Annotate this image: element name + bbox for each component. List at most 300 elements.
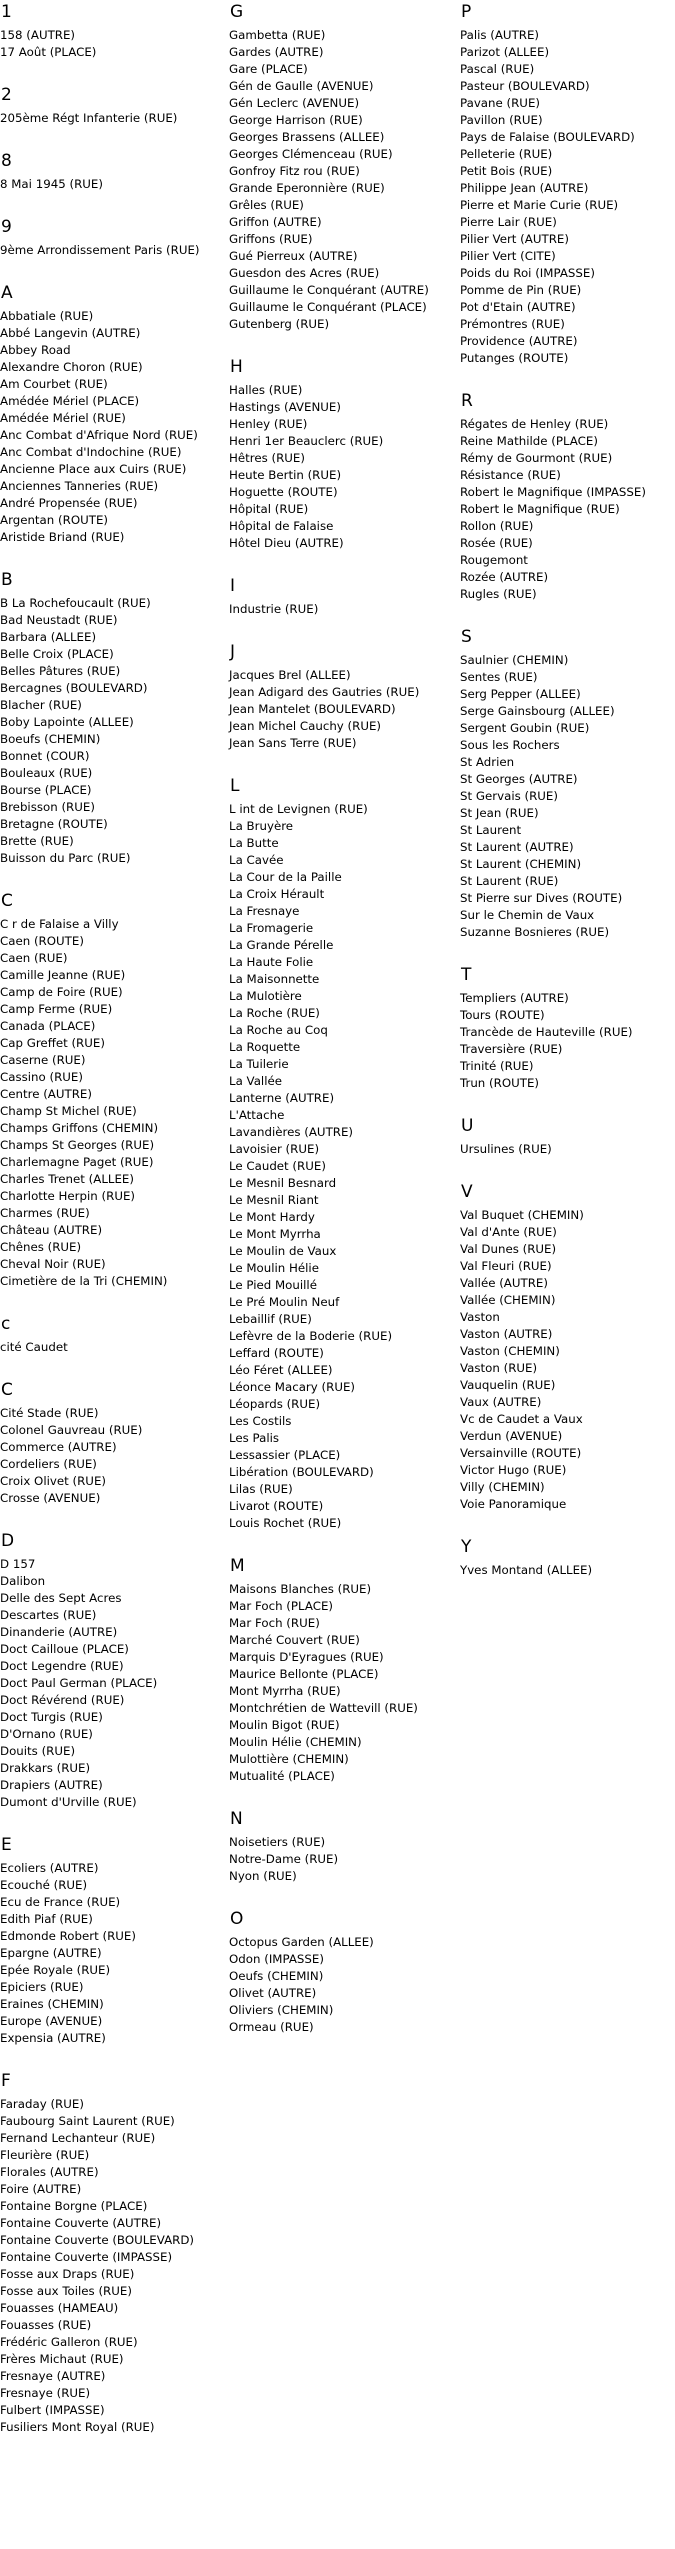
street-link[interactable]: Livarot (ROUTE) bbox=[229, 1499, 324, 1513]
street-link[interactable]: Mulottière (CHEMIN) bbox=[229, 1752, 349, 1766]
street-link[interactable]: Fontaine Couverte (IMPASSE) bbox=[0, 2250, 173, 2264]
street-link[interactable]: Cassino (RUE) bbox=[0, 1070, 83, 1084]
street-link[interactable]: Pierre et Marie Curie (RUE) bbox=[460, 198, 619, 212]
street-link[interactable]: Douits (RUE) bbox=[0, 1744, 76, 1758]
street-link[interactable]: Vaston (AUTRE) bbox=[460, 1327, 553, 1341]
street-link[interactable]: Fontaine Couverte (AUTRE) bbox=[0, 2216, 162, 2230]
section-letter-heading: C bbox=[1, 1380, 13, 1400]
street-link[interactable]: Champ St Michel (RUE) bbox=[0, 1104, 137, 1118]
street-link[interactable]: Camp Ferme (RUE) bbox=[0, 1002, 113, 1016]
street-link[interactable]: Dumont d'Urville (RUE) bbox=[0, 1795, 137, 1809]
street-link[interactable]: Abbey Road bbox=[0, 343, 71, 357]
street-link[interactable]: Marché Couvert (RUE) bbox=[229, 1633, 360, 1647]
street-link[interactable]: Prémontres (RUE) bbox=[460, 317, 565, 331]
street-link[interactable]: Traversière (RUE) bbox=[460, 1042, 563, 1056]
street-link[interactable]: Fulbert (IMPASSE) bbox=[0, 2403, 105, 2417]
street-link[interactable]: Gonfroy Fitz rou (RUE) bbox=[229, 164, 360, 178]
street-link[interactable]: Belles Pâtures (RUE) bbox=[0, 664, 121, 678]
street-link[interactable]: Val Dunes (RUE) bbox=[460, 1242, 557, 1256]
street-link[interactable]: Bad Neustadt (RUE) bbox=[0, 613, 118, 627]
street-link[interactable]: Gardes (AUTRE) bbox=[229, 45, 324, 59]
street-link[interactable]: La Mulotière bbox=[229, 989, 302, 1003]
street-link[interactable]: Ecoliers (AUTRE) bbox=[0, 1861, 99, 1875]
street-link[interactable]: Régates de Henley (RUE) bbox=[460, 417, 609, 431]
street-link[interactable]: Fontaine Borgne (PLACE) bbox=[0, 2199, 148, 2213]
street-link[interactable]: Henri 1er Beauclerc (RUE) bbox=[229, 434, 384, 448]
street-link[interactable]: Charlemagne Paget (RUE) bbox=[0, 1155, 154, 1169]
street-link[interactable]: Verdun (AVENUE) bbox=[460, 1429, 563, 1443]
street-link[interactable]: Caen (RUE) bbox=[0, 951, 68, 965]
street-link[interactable]: Cheval Noir (RUE) bbox=[0, 1257, 106, 1271]
street-link[interactable]: Résistance (RUE) bbox=[460, 468, 561, 482]
street-link[interactable]: Serg Pepper (ALLEE) bbox=[460, 687, 581, 701]
street-link[interactable]: Gutenberg (RUE) bbox=[229, 317, 330, 331]
street-link[interactable]: Fresnaye (RUE) bbox=[0, 2386, 91, 2400]
street-link[interactable]: Frères Michaut (RUE) bbox=[0, 2352, 124, 2366]
street-link[interactable]: Lavoisier (RUE) bbox=[229, 1142, 320, 1156]
street-link[interactable]: Fleurière (RUE) bbox=[0, 2148, 90, 2162]
section-letter-heading: P bbox=[461, 2, 472, 22]
street-link[interactable]: Charmes (RUE) bbox=[0, 1206, 90, 1220]
street-link[interactable]: Champs Griffons (CHEMIN) bbox=[0, 1121, 159, 1135]
section-letter-heading: N bbox=[230, 1809, 243, 1829]
street-link[interactable]: Doct Legendre (RUE) bbox=[0, 1659, 124, 1673]
street-link[interactable]: Vaston (RUE) bbox=[460, 1361, 538, 1375]
street-link[interactable]: Trun (ROUTE) bbox=[460, 1076, 540, 1090]
street-link[interactable]: D 157 bbox=[0, 1557, 36, 1571]
street-link[interactable]: Ormeau (RUE) bbox=[229, 2020, 314, 2034]
street-link[interactable]: Vallée (AUTRE) bbox=[460, 1276, 548, 1290]
street-link[interactable]: L'Attache bbox=[229, 1108, 285, 1122]
street-link[interactable]: Leffard (ROUTE) bbox=[229, 1346, 324, 1360]
street-link[interactable]: Jean Michel Cauchy (RUE) bbox=[229, 719, 382, 733]
street-link[interactable]: Vaux (AUTRE) bbox=[460, 1395, 542, 1409]
street-link[interactable]: Rollon (RUE) bbox=[460, 519, 534, 533]
street-link[interactable]: Villy (CHEMIN) bbox=[460, 1480, 545, 1494]
street-link[interactable]: Rosée (RUE) bbox=[460, 536, 533, 550]
street-link[interactable]: Trancède de Hauteville (RUE) bbox=[460, 1025, 633, 1039]
street-link[interactable]: St Laurent bbox=[460, 823, 522, 837]
street-link[interactable]: Doct Révérend (RUE) bbox=[0, 1693, 125, 1707]
street-link[interactable]: Hastings (AVENUE) bbox=[229, 400, 341, 414]
street-link[interactable]: Alexandre Choron (RUE) bbox=[0, 360, 143, 374]
street-link[interactable]: Le Pré Moulin Neuf bbox=[229, 1295, 340, 1309]
street-column-1 bbox=[0, 0, 229, 2458]
street-link[interactable]: Sur le Chemin de Vaux bbox=[460, 908, 595, 922]
street-link[interactable]: Le Mesnil Besnard bbox=[229, 1176, 337, 1190]
street-link[interactable]: Fresnaye (AUTRE) bbox=[0, 2369, 106, 2383]
street-link[interactable]: Gare (PLACE) bbox=[229, 62, 308, 76]
street-link[interactable]: La Cavée bbox=[229, 853, 284, 867]
street-link[interactable]: Suzanne Bosnieres (RUE) bbox=[460, 925, 610, 939]
street-link[interactable]: Yves Montand (ALLEE) bbox=[460, 1563, 593, 1577]
street-link[interactable]: Hêtres (RUE) bbox=[229, 451, 305, 465]
street-link[interactable]: Voie Panoramique bbox=[460, 1497, 567, 1511]
street-link[interactable]: Lebaillif (RUE) bbox=[229, 1312, 312, 1326]
street-link[interactable]: Caen (ROUTE) bbox=[0, 934, 84, 948]
street-link[interactable]: Faraday (RUE) bbox=[0, 2097, 84, 2111]
street-link[interactable]: Le Mesnil Riant bbox=[229, 1193, 319, 1207]
section-letter-heading: Y bbox=[461, 1537, 472, 1557]
street-link[interactable]: Pascal (RUE) bbox=[460, 62, 535, 76]
street-link[interactable]: St Laurent (AUTRE) bbox=[460, 840, 574, 854]
street-link[interactable]: Léonce Macary (RUE) bbox=[229, 1380, 356, 1394]
street-link[interactable]: Val Fleuri (RUE) bbox=[460, 1259, 552, 1273]
street-link[interactable]: Fusiliers Mont Royal (RUE) bbox=[0, 2420, 155, 2434]
street-link[interactable]: Cordeliers (RUE) bbox=[0, 1457, 97, 1471]
street-link[interactable]: Faubourg Saint Laurent (RUE) bbox=[0, 2114, 175, 2128]
street-link[interactable]: Pavillon (RUE) bbox=[460, 113, 543, 127]
letter-section bbox=[0, 281, 229, 546]
street-link[interactable]: Descartes (RUE) bbox=[0, 1608, 97, 1622]
street-link[interactable]: Sentes (RUE) bbox=[460, 670, 538, 684]
street-link[interactable]: Le Pied Mouillé bbox=[229, 1278, 317, 1292]
street-link[interactable]: Tours (ROUTE) bbox=[460, 1008, 545, 1022]
street-link[interactable]: Cap Greffet (RUE) bbox=[0, 1036, 105, 1050]
street-link[interactable]: Le Moulin de Vaux bbox=[229, 1244, 337, 1258]
street-link[interactable]: Bonnet (COUR) bbox=[0, 749, 90, 763]
street-link[interactable]: Val d'Ante (RUE) bbox=[460, 1225, 557, 1239]
street-link[interactable]: Centre (AUTRE) bbox=[0, 1087, 92, 1101]
street-link[interactable]: Doct Paul German (PLACE) bbox=[0, 1676, 158, 1690]
letter-section bbox=[0, 83, 229, 127]
street-link[interactable]: Anc Combat d'Afrique Nord (RUE) bbox=[0, 428, 198, 442]
street-link[interactable]: Pilier Vert (AUTRE) bbox=[460, 232, 569, 246]
street-link[interactable]: Henley (RUE) bbox=[229, 417, 308, 431]
street-link[interactable]: Les Costils bbox=[229, 1414, 292, 1428]
street-link[interactable]: Victor Hugo (RUE) bbox=[460, 1463, 567, 1477]
street-link[interactable]: Bercagnes (BOULEVARD) bbox=[0, 681, 148, 695]
street-link[interactable]: Lilas (RUE) bbox=[229, 1482, 293, 1496]
street-link[interactable]: Buisson du Parc (RUE) bbox=[0, 851, 131, 865]
street-link[interactable]: Vallée (CHEMIN) bbox=[460, 1293, 556, 1307]
street-link[interactable]: Libération (BOULEVARD) bbox=[229, 1465, 374, 1479]
street-link[interactable]: St Pierre sur Dives (ROUTE) bbox=[460, 891, 623, 905]
street-link[interactable]: Charlotte Herpin (RUE) bbox=[0, 1189, 136, 1203]
street-link[interactable]: Foire (AUTRE) bbox=[0, 2182, 82, 2196]
street-link[interactable]: Edith Piaf (RUE) bbox=[0, 1912, 93, 1926]
street-link[interactable]: Les Palis bbox=[229, 1431, 280, 1445]
street-link[interactable]: cité Caudet bbox=[0, 1340, 68, 1354]
street-link[interactable]: Griffons (RUE) bbox=[229, 232, 313, 246]
street-link[interactable]: St Adrien bbox=[460, 755, 515, 769]
street-link[interactable]: Crosse (AVENUE) bbox=[0, 1491, 101, 1505]
street-link[interactable]: Jacques Brel (ALLEE) bbox=[229, 668, 351, 682]
street-link[interactable]: Barbara (ALLEE) bbox=[0, 630, 97, 644]
street-link[interactable]: George Harrison (RUE) bbox=[229, 113, 363, 127]
street-link[interactable]: Doct Turgis (RUE) bbox=[0, 1710, 103, 1724]
street-link[interactable]: Château (AUTRE) bbox=[0, 1223, 103, 1237]
street-link[interactable]: Frédéric Galleron (RUE) bbox=[0, 2335, 138, 2349]
street-link[interactable]: Pasteur (BOULEVARD) bbox=[460, 79, 590, 93]
street-link[interactable]: Eraines (CHEMIN) bbox=[0, 1997, 104, 2011]
street-link[interactable]: Lavandières (AUTRE) bbox=[229, 1125, 354, 1139]
street-link[interactable]: Léopards (RUE) bbox=[229, 1397, 321, 1411]
section-letter-heading: O bbox=[230, 1909, 244, 1929]
street-link[interactable]: Olivet (AUTRE) bbox=[229, 1986, 317, 2000]
street-link[interactable]: Argentan (ROUTE) bbox=[0, 513, 108, 527]
street-link[interactable]: Champs St Georges (RUE) bbox=[0, 1138, 155, 1152]
street-link[interactable]: Bretagne (ROUTE) bbox=[0, 817, 108, 831]
street-link[interactable]: Maurice Bellonte (PLACE) bbox=[229, 1667, 379, 1681]
street-link[interactable]: Amédée Mériel (RUE) bbox=[0, 411, 126, 425]
street-link[interactable]: Sergent Goubin (RUE) bbox=[460, 721, 590, 735]
street-link[interactable]: Le Caudet (RUE) bbox=[229, 1159, 326, 1173]
section-letter-heading: T bbox=[461, 965, 472, 985]
street-link[interactable]: Blacher (RUE) bbox=[0, 698, 82, 712]
street-link[interactable]: La Fresnaye bbox=[229, 904, 300, 918]
street-link[interactable]: La Haute Folie bbox=[229, 955, 314, 969]
street-link[interactable]: Gué Pierreux (AUTRE) bbox=[229, 249, 358, 263]
street-link[interactable]: Le Mont Hardy bbox=[229, 1210, 315, 1224]
street-link[interactable]: Fosse aux Toiles (RUE) bbox=[0, 2284, 132, 2298]
street-link[interactable]: Epée Royale (RUE) bbox=[0, 1963, 111, 1977]
street-link[interactable]: Anciennes Tanneries (RUE) bbox=[0, 479, 159, 493]
street-link[interactable]: Am Courbet (RUE) bbox=[0, 377, 108, 391]
street-link[interactable]: Europe (AVENUE) bbox=[0, 2014, 103, 2028]
street-link[interactable]: Guesdon des Acres (RUE) bbox=[229, 266, 380, 280]
street-link[interactable]: Reine Mathilde (PLACE) bbox=[460, 434, 598, 448]
street-link[interactable]: Fernand Lechanteur (RUE) bbox=[0, 2131, 156, 2145]
street-link[interactable]: La Bruyère bbox=[229, 819, 294, 833]
street-link[interactable]: La Roche (RUE) bbox=[229, 1006, 320, 1020]
street-link[interactable]: Chênes (RUE) bbox=[0, 1240, 82, 1254]
letter-section bbox=[460, 0, 675, 367]
street-link[interactable]: Abbé Langevin (AUTRE) bbox=[0, 326, 141, 340]
street-link[interactable]: D'Ornano (RUE) bbox=[0, 1727, 93, 1741]
street-link[interactable]: Poids du Roi (IMPASSE) bbox=[460, 266, 595, 280]
section-letter-heading: A bbox=[1, 283, 13, 303]
street-link[interactable]: Petit Bois (RUE) bbox=[460, 164, 553, 178]
street-link[interactable]: Octopus Garden (ALLEE) bbox=[229, 1935, 374, 1949]
street-link[interactable]: Brebisson (RUE) bbox=[0, 800, 95, 814]
section-letter-heading: J bbox=[230, 642, 236, 662]
street-link[interactable]: Abbatiale (RUE) bbox=[0, 309, 94, 323]
street-link[interactable]: St Georges (AUTRE) bbox=[460, 772, 578, 786]
street-link[interactable]: Charles Trenet (ALLEE) bbox=[0, 1172, 134, 1186]
street-link[interactable]: Aristide Briand (RUE) bbox=[0, 530, 125, 544]
street-link[interactable]: Heute Bertin (RUE) bbox=[229, 468, 342, 482]
street-link[interactable]: Jean Adigard des Gautries (RUE) bbox=[229, 685, 420, 699]
street-link[interactable]: L int de Levignen (RUE) bbox=[229, 802, 368, 816]
street-link[interactable]: 205ème Régt Infanterie (RUE) bbox=[0, 111, 178, 125]
street-link[interactable]: Jean Mantelet (BOULEVARD) bbox=[229, 702, 396, 716]
street-link[interactable]: Pelleterie (RUE) bbox=[460, 147, 553, 161]
street-link[interactable]: Val Buquet (CHEMIN) bbox=[460, 1208, 584, 1222]
street-link[interactable]: Anc Combat d'Indochine (RUE) bbox=[0, 445, 182, 459]
street-link[interactable]: Hôpital (RUE) bbox=[229, 502, 309, 516]
street-link[interactable]: Rémy de Gourmont (RUE) bbox=[460, 451, 613, 465]
street-link[interactable]: Mutualité (PLACE) bbox=[229, 1769, 335, 1783]
street-link[interactable]: Caserne (RUE) bbox=[0, 1053, 86, 1067]
street-link[interactable]: Ursulines (RUE) bbox=[460, 1142, 552, 1156]
street-link[interactable]: Drakkars (RUE) bbox=[0, 1761, 91, 1775]
street-link[interactable]: Pilier Vert (CITE) bbox=[460, 249, 556, 263]
street-link[interactable]: Rugles (RUE) bbox=[460, 587, 537, 601]
street-link[interactable]: Guillaume le Conquérant (AUTRE) bbox=[229, 283, 429, 297]
street-link[interactable]: Odon (IMPASSE) bbox=[229, 1952, 324, 1966]
street-link[interactable]: Moulin Bigot (RUE) bbox=[229, 1718, 340, 1732]
street-link[interactable]: Edmonde Robert (RUE) bbox=[0, 1929, 136, 1943]
street-link[interactable]: La Vallée bbox=[229, 1074, 283, 1088]
street-link[interactable]: Lefèvre de la Boderie (RUE) bbox=[229, 1329, 393, 1343]
street-link[interactable]: Amédée Mériel (PLACE) bbox=[0, 394, 140, 408]
street-link[interactable]: Boeufs (CHEMIN) bbox=[0, 732, 101, 746]
street-link[interactable]: Hoguette (ROUTE) bbox=[229, 485, 338, 499]
street-link[interactable]: Belle Croix (PLACE) bbox=[0, 647, 114, 661]
street-link[interactable]: Mar Foch (RUE) bbox=[229, 1616, 320, 1630]
street-link[interactable]: Halles (RUE) bbox=[229, 383, 303, 397]
street-link[interactable]: 8 Mai 1945 (RUE) bbox=[0, 177, 103, 191]
street-link[interactable]: Mont Myrrha (RUE) bbox=[229, 1684, 341, 1698]
letter-section bbox=[460, 1114, 675, 1158]
street-link[interactable]: Georges Brassens (ALLEE) bbox=[229, 130, 385, 144]
street-link[interactable]: Bouleaux (RUE) bbox=[0, 766, 93, 780]
street-link[interactable]: Oliviers (CHEMIN) bbox=[229, 2003, 334, 2017]
street-link[interactable]: Epargne (AUTRE) bbox=[0, 1946, 102, 1960]
street-link[interactable]: Expensia (AUTRE) bbox=[0, 2031, 106, 2045]
street-link[interactable]: Gambetta (RUE) bbox=[229, 28, 326, 42]
street-link[interactable]: Robert le Magnifique (IMPASSE) bbox=[460, 485, 646, 499]
street-link[interactable]: Guillaume le Conquérant (PLACE) bbox=[229, 300, 427, 314]
street-link[interactable]: La Cour de la Paille bbox=[229, 870, 342, 884]
street-link[interactable]: Fontaine Couverte (BOULEVARD) bbox=[0, 2233, 195, 2247]
street-link[interactable]: Delle des Sept Acres bbox=[0, 1591, 122, 1605]
street-link[interactable]: Notre-Dame (RUE) bbox=[229, 1852, 339, 1866]
street-link[interactable]: 158 (AUTRE) bbox=[0, 28, 76, 42]
street-link[interactable]: Drapiers (AUTRE) bbox=[0, 1778, 103, 1792]
street-link[interactable]: Gén de Gaulle (AVENUE) bbox=[229, 79, 374, 93]
street-link[interactable]: Grêles (RUE) bbox=[229, 198, 304, 212]
street-link[interactable]: Bourse (PLACE) bbox=[0, 783, 92, 797]
street-link[interactable]: Robert le Magnifique (RUE) bbox=[460, 502, 620, 516]
street-link[interactable]: St Jean (RUE) bbox=[460, 806, 539, 820]
street-link[interactable]: La Grande Pérelle bbox=[229, 938, 334, 952]
street-link[interactable]: Pot d'Etain (AUTRE) bbox=[460, 300, 576, 314]
street-link[interactable]: Georges Clémenceau (RUE) bbox=[229, 147, 393, 161]
street-link[interactable]: Ecu de France (RUE) bbox=[0, 1895, 121, 1909]
street-link[interactable]: Palis (AUTRE) bbox=[460, 28, 540, 42]
street-link[interactable]: Montchrétien de Wattevill (RUE) bbox=[229, 1701, 418, 1715]
street-link[interactable]: La Tuilerie bbox=[229, 1057, 289, 1071]
street-link[interactable]: Ancienne Place aux Cuirs (RUE) bbox=[0, 462, 187, 476]
street-link[interactable]: C r de Falaise a Villy bbox=[0, 917, 119, 931]
street-link[interactable]: Trinité (RUE) bbox=[460, 1059, 534, 1073]
street-link[interactable]: Versainville (ROUTE) bbox=[460, 1446, 582, 1460]
street-link[interactable]: Camp de Foire (RUE) bbox=[0, 985, 123, 999]
street-link[interactable]: Lessassier (PLACE) bbox=[229, 1448, 341, 1462]
street-link[interactable]: St Gervais (RUE) bbox=[460, 789, 558, 803]
letter-section bbox=[229, 774, 460, 1532]
street-link[interactable]: Ecouché (RUE) bbox=[0, 1878, 88, 1892]
street-link[interactable]: Commerce (AUTRE) bbox=[0, 1440, 117, 1454]
street-link[interactable]: Vaston bbox=[460, 1310, 500, 1324]
street-link[interactable]: Marquis D'Eyragues (RUE) bbox=[229, 1650, 384, 1664]
street-link[interactable]: Fosse aux Draps (RUE) bbox=[0, 2267, 135, 2281]
street-link[interactable]: 17 Août (PLACE) bbox=[0, 45, 97, 59]
street-link[interactable]: Canada (PLACE) bbox=[0, 1019, 96, 1033]
street-link[interactable]: Louis Rochet (RUE) bbox=[229, 1516, 342, 1530]
street-link[interactable]: Boby Lapointe (ALLEE) bbox=[0, 715, 134, 729]
street-link[interactable]: 9ème Arrondissement Paris (RUE) bbox=[0, 243, 200, 257]
street-link[interactable]: Griffon (AUTRE) bbox=[229, 215, 322, 229]
street-link[interactable]: St Laurent (CHEMIN) bbox=[460, 857, 582, 871]
street-link[interactable]: St Laurent (RUE) bbox=[460, 874, 559, 888]
street-link[interactable]: B La Rochefoucault (RUE) bbox=[0, 596, 151, 610]
street-link[interactable]: Dinanderie (AUTRE) bbox=[0, 1625, 118, 1639]
street-link[interactable]: Fouasses (RUE) bbox=[0, 2318, 92, 2332]
street-link[interactable]: La Maisonnette bbox=[229, 972, 320, 986]
street-link[interactable]: Léo Féret (ALLEE) bbox=[229, 1363, 333, 1377]
street-link[interactable]: Sous les Rochers bbox=[460, 738, 560, 752]
street-link[interactable]: Parizot (ALLEE) bbox=[460, 45, 550, 59]
street-link[interactable]: Providence (AUTRE) bbox=[460, 334, 578, 348]
street-link[interactable]: Hôtel Dieu (AUTRE) bbox=[229, 536, 344, 550]
street-link[interactable]: Templiers (AUTRE) bbox=[460, 991, 569, 1005]
street-link[interactable]: Le Mont Myrrha bbox=[229, 1227, 321, 1241]
street-link[interactable]: Cité Stade (RUE) bbox=[0, 1406, 99, 1420]
street-link[interactable]: Croix Olivet (RUE) bbox=[0, 1474, 106, 1488]
street-link[interactable]: La Fromagerie bbox=[229, 921, 314, 935]
street-link[interactable]: Doct Cailloue (PLACE) bbox=[0, 1642, 129, 1656]
street-link[interactable]: Serge Gainsbourg (ALLEE) bbox=[460, 704, 615, 718]
street-link[interactable]: Grande Eperonnière (RUE) bbox=[229, 181, 385, 195]
street-link[interactable]: Vc de Caudet a Vaux bbox=[460, 1412, 583, 1426]
street-link[interactable]: Vaston (CHEMIN) bbox=[460, 1344, 560, 1358]
street-link[interactable]: Maisons Blanches (RUE) bbox=[229, 1582, 372, 1596]
street-link[interactable]: Rougemont bbox=[460, 553, 528, 567]
street-link[interactable]: Industrie (RUE) bbox=[229, 602, 319, 616]
street-link[interactable]: Oeufs (CHEMIN) bbox=[229, 1969, 324, 1983]
street-link[interactable]: Le Moulin Hélie bbox=[229, 1261, 319, 1275]
street-link[interactable]: André Propensée (RUE) bbox=[0, 496, 138, 510]
street-link[interactable]: La Roquette bbox=[229, 1040, 301, 1054]
street-link[interactable]: Moulin Hélie (CHEMIN) bbox=[229, 1735, 362, 1749]
street-link[interactable]: Putanges (ROUTE) bbox=[460, 351, 569, 365]
street-link[interactable]: Camille Jeanne (RUE) bbox=[0, 968, 126, 982]
street-link[interactable]: Jean Sans Terre (RUE) bbox=[229, 736, 357, 750]
street-link[interactable]: Brette (RUE) bbox=[0, 834, 74, 848]
section-letter-heading: U bbox=[461, 1116, 474, 1136]
street-link[interactable]: Mar Foch (PLACE) bbox=[229, 1599, 334, 1613]
street-link[interactable]: Dalibon bbox=[0, 1574, 46, 1588]
street-link[interactable]: Pays de Falaise (BOULEVARD) bbox=[460, 130, 635, 144]
street-link[interactable]: Philippe Jean (AUTRE) bbox=[460, 181, 589, 195]
street-link[interactable]: Lanterne (AUTRE) bbox=[229, 1091, 335, 1105]
street-link[interactable]: La Butte bbox=[229, 836, 279, 850]
street-link[interactable]: Gén Leclerc (AVENUE) bbox=[229, 96, 360, 110]
street-link[interactable]: Fouasses (HAMEAU) bbox=[0, 2301, 119, 2315]
street-column-3 bbox=[460, 0, 675, 1601]
street-link[interactable]: Epiciers (RUE) bbox=[0, 1980, 84, 1994]
street-link[interactable]: La Croix Hérault bbox=[229, 887, 325, 901]
street-link[interactable]: Cimetière de la Tri (CHEMIN) bbox=[0, 1274, 168, 1288]
street-link[interactable]: Pierre Lair (RUE) bbox=[460, 215, 557, 229]
street-link[interactable]: La Roche au Coq bbox=[229, 1023, 328, 1037]
street-link[interactable]: Nyon (RUE) bbox=[229, 1869, 297, 1883]
street-link[interactable]: Pavane (RUE) bbox=[460, 96, 540, 110]
section-letter-heading: C bbox=[1, 891, 13, 911]
street-link[interactable]: Rozée (AUTRE) bbox=[460, 570, 549, 584]
street-link[interactable]: Hôpital de Falaise bbox=[229, 519, 334, 533]
street-link[interactable]: Florales (AUTRE) bbox=[0, 2165, 99, 2179]
letter-section bbox=[460, 625, 675, 941]
street-link[interactable]: Pomme de Pin (RUE) bbox=[460, 283, 582, 297]
street-link[interactable]: Saulnier (CHEMIN) bbox=[460, 653, 569, 667]
street-link[interactable]: Noisetiers (RUE) bbox=[229, 1835, 326, 1849]
street-link[interactable]: Colonel Gauvreau (RUE) bbox=[0, 1423, 143, 1437]
street-link[interactable]: Vauquelin (RUE) bbox=[460, 1378, 556, 1392]
